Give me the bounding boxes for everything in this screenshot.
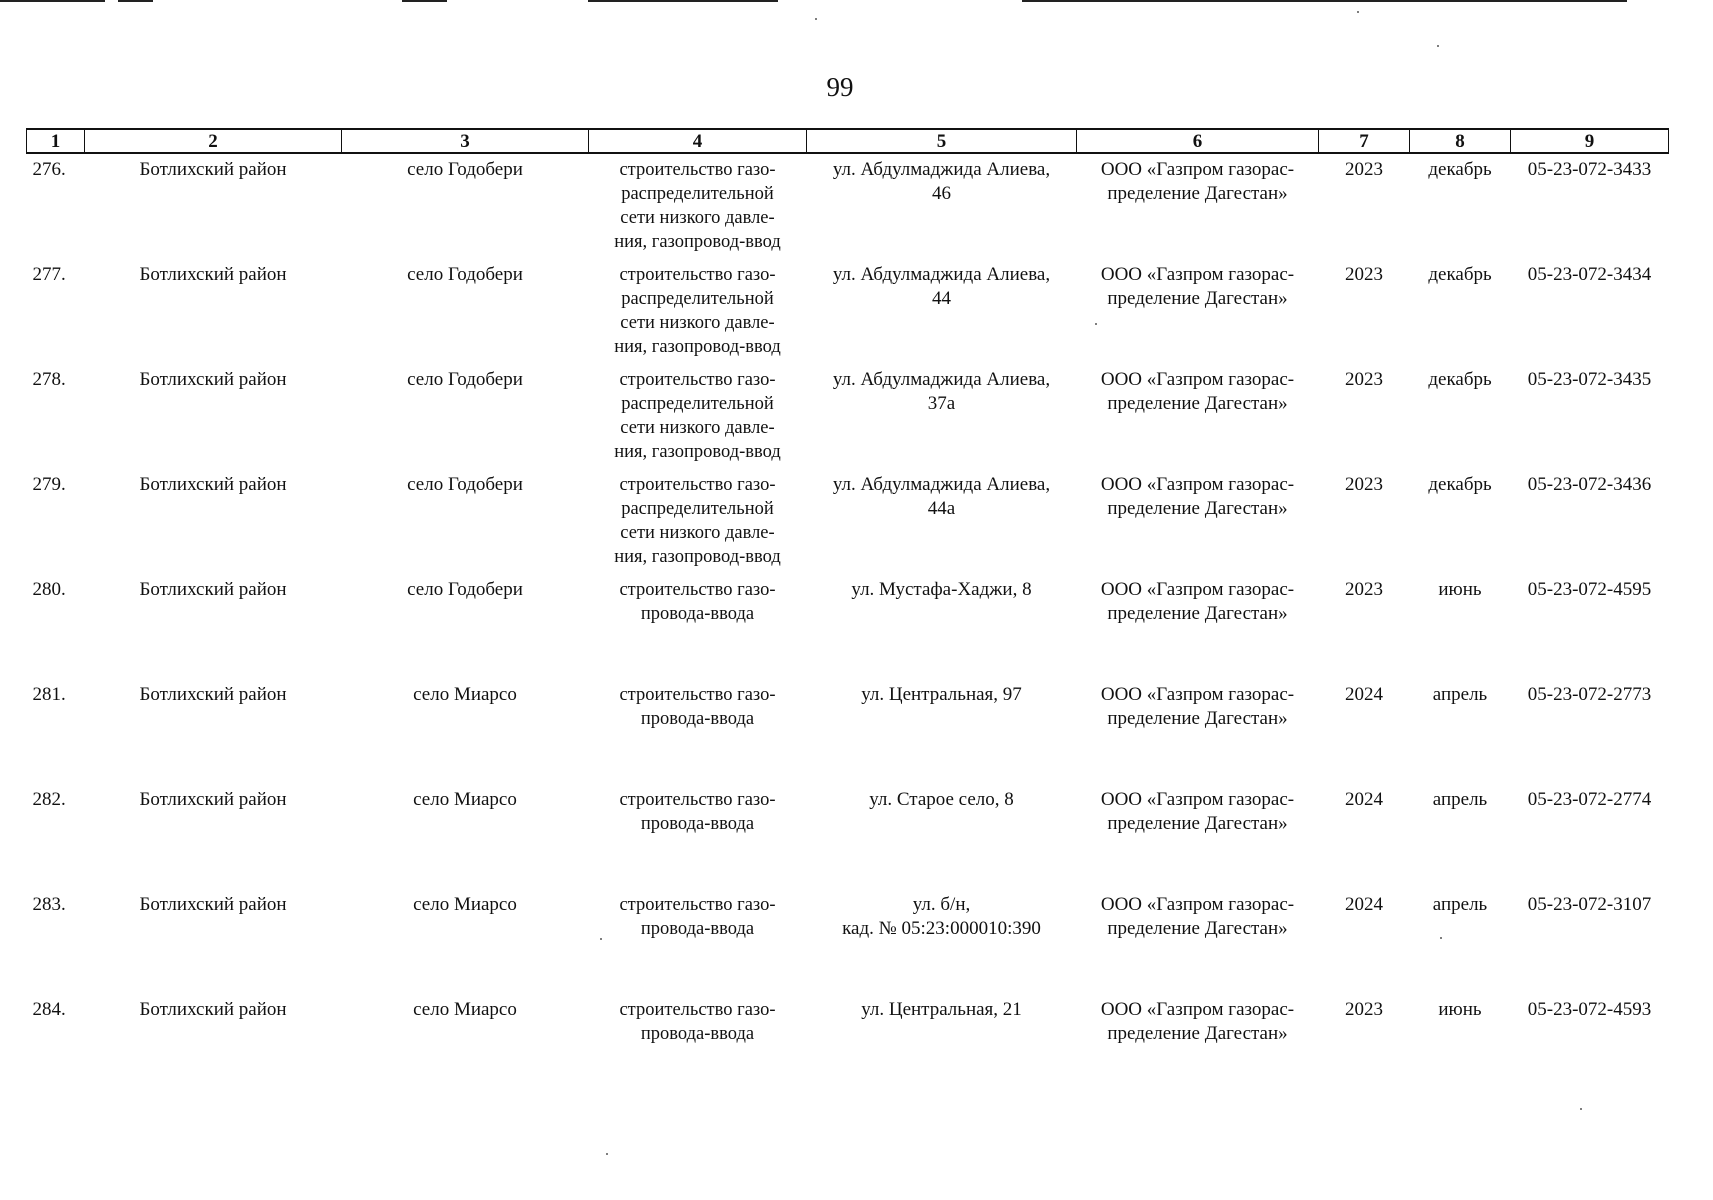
address-cell (807, 679, 1077, 784)
table-row (27, 889, 1669, 994)
code-cell: 05-23-072-3434 (1527, 264, 1652, 285)
organization-cell-line: ООО «Газпром газорас- (1100, 684, 1295, 705)
row-number: 279. (32, 474, 66, 495)
organization-cell-line: пределение Дагестан» (1107, 288, 1288, 309)
column-header: 2 (85, 129, 342, 153)
organization-cell (1077, 994, 1319, 1099)
address-cell (807, 994, 1077, 1099)
work-type-cell-line: провода-ввода (640, 919, 755, 939)
work-type-cell-line: сети низкого давле- (620, 418, 775, 438)
work-type-cell (589, 574, 807, 679)
year-cell: 2023 (1345, 579, 1383, 600)
column-header: 8 (1410, 129, 1511, 153)
address-cell-line: ул. Абдулмаджида Алиева, (832, 474, 1051, 495)
table-row (27, 784, 1669, 889)
scan-speck (606, 1153, 608, 1155)
work-type-cell-line: строительство газо- (619, 265, 776, 285)
table-row (27, 679, 1669, 784)
organization-cell (1077, 889, 1319, 994)
work-type-cell-line: строительство газо- (619, 370, 776, 390)
year-cell: 2023 (1345, 999, 1383, 1020)
row-number: 280. (32, 579, 66, 600)
settlement-cell: село Миарсо (413, 894, 517, 915)
code-cell: 05-23-072-3433 (1527, 159, 1652, 180)
organization-cell (1077, 574, 1319, 679)
objects-table (26, 128, 1669, 1099)
organization-cell (1077, 364, 1319, 469)
organization-cell (1077, 259, 1319, 364)
work-type-cell (589, 469, 807, 574)
address-cell-line: ул. Абдулмаджида Алиева, (832, 264, 1051, 285)
organization-cell (1077, 679, 1319, 784)
table-row (27, 574, 1669, 679)
organization-cell-line: ООО «Газпром газорас- (1100, 264, 1295, 285)
address-cell-line: кад. № 05:23:000010:390 (842, 918, 1041, 939)
address-cell (807, 784, 1077, 889)
scan-edge-line (402, 0, 447, 2)
work-type-cell-line: строительство газо- (619, 580, 776, 600)
work-type-cell-line: ния, газопровод-ввод (614, 547, 781, 567)
address-cell-line: 44а (927, 498, 956, 519)
work-type-cell (589, 889, 807, 994)
work-type-cell (589, 153, 807, 259)
address-cell (807, 259, 1077, 364)
work-type-cell-line: строительство газо- (619, 685, 776, 705)
address-cell-line: ул. Центральная, 21 (861, 999, 1022, 1020)
scan-speck (1437, 45, 1439, 47)
column-header: 3 (342, 129, 589, 153)
work-type-cell-line: сети низкого давле- (620, 523, 775, 543)
work-type-cell-line: ния, газопровод-ввод (614, 337, 781, 357)
district-cell: Ботлихский район (139, 474, 287, 495)
column-header: 4 (589, 129, 807, 153)
address-cell-line: ул. Абдулмаджида Алиева, (832, 159, 1051, 180)
code-cell: 05-23-072-2774 (1527, 789, 1652, 810)
address-cell-line: 44 (932, 288, 951, 309)
address-cell-line: ул. Мустафа-Хаджи, 8 (851, 579, 1032, 600)
scan-speck (1357, 11, 1359, 13)
organization-cell-line: ООО «Газпром газорас- (1100, 894, 1295, 915)
organization-cell-line: ООО «Газпром газорас- (1100, 474, 1295, 495)
page-number: 99 (826, 72, 854, 102)
district-cell: Ботлихский район (139, 579, 287, 600)
address-cell (807, 889, 1077, 994)
year-cell: 2024 (1345, 789, 1383, 810)
district-cell: Ботлихский район (139, 264, 287, 285)
address-cell-line: ул. б/н, (912, 894, 971, 915)
work-type-cell-line: сети низкого давле- (620, 313, 775, 333)
year-cell: 2023 (1345, 264, 1383, 285)
organization-cell-line: пределение Дагестан» (1107, 498, 1288, 519)
work-type-cell-line: строительство газо- (619, 475, 776, 495)
work-type-cell-line: провода-ввода (640, 1024, 755, 1044)
address-cell (807, 153, 1077, 259)
organization-cell-line: ООО «Газпром газорас- (1100, 159, 1295, 180)
table-row (27, 259, 1669, 364)
month-cell: апрель (1432, 894, 1488, 915)
organization-cell-line: пределение Дагестан» (1107, 1023, 1288, 1044)
work-type-cell-line: строительство газо- (619, 1000, 776, 1020)
scan-edge-line (118, 0, 153, 2)
row-number: 282. (32, 789, 66, 810)
work-type-cell-line: строительство газо- (619, 895, 776, 915)
work-type-cell-line: ния, газопровод-ввод (614, 442, 781, 462)
code-cell: 05-23-072-4593 (1527, 999, 1652, 1020)
month-cell: декабрь (1428, 369, 1492, 390)
settlement-cell: село Миарсо (413, 999, 517, 1020)
settlement-cell: село Годобери (407, 159, 523, 180)
table-row (27, 153, 1669, 259)
work-type-cell-line: распределительной (621, 289, 774, 309)
address-cell-line: ул. Центральная, 97 (861, 684, 1022, 705)
scan-edge-line (1022, 0, 1627, 2)
organization-cell-line: пределение Дагестан» (1107, 183, 1288, 204)
work-type-cell-line: провода-ввода (640, 709, 755, 729)
organization-cell-line: ООО «Газпром газорас- (1100, 999, 1295, 1020)
district-cell: Ботлихский район (139, 684, 287, 705)
month-cell: июнь (1438, 579, 1482, 600)
address-cell-line: ул. Старое село, 8 (869, 789, 1014, 810)
organization-cell-line: пределение Дагестан» (1107, 603, 1288, 624)
settlement-cell: село Годобери (407, 264, 523, 285)
work-type-cell (589, 994, 807, 1099)
work-type-cell-line: распределительной (621, 499, 774, 519)
settlement-cell: село Годобери (407, 579, 523, 600)
column-header: 9 (1511, 129, 1669, 153)
work-type-cell (589, 259, 807, 364)
district-cell: Ботлихский район (139, 894, 287, 915)
code-cell: 05-23-072-3107 (1527, 894, 1652, 915)
district-cell: Ботлихский район (139, 159, 287, 180)
organization-cell-line: ООО «Газпром газорас- (1100, 369, 1295, 390)
district-cell: Ботлихский район (139, 369, 287, 390)
row-number: 281. (32, 684, 66, 705)
settlement-cell: село Миарсо (413, 684, 517, 705)
column-header: 1 (27, 129, 85, 153)
scan-speck (815, 18, 817, 20)
code-cell: 05-23-072-2773 (1527, 684, 1652, 705)
settlement-cell: село Годобери (407, 369, 523, 390)
month-cell: декабрь (1428, 474, 1492, 495)
organization-cell (1077, 784, 1319, 889)
work-type-cell-line: строительство газо- (619, 790, 776, 810)
header-row (27, 129, 1669, 153)
row-number: 277. (32, 264, 66, 285)
table-row (27, 994, 1669, 1099)
work-type-cell-line: строительство газо- (619, 160, 776, 180)
work-type-cell-line: провода-ввода (640, 604, 755, 624)
year-cell: 2023 (1345, 369, 1383, 390)
work-type-cell (589, 364, 807, 469)
month-cell: декабрь (1428, 264, 1492, 285)
organization-cell (1077, 469, 1319, 574)
organization-cell-line: ООО «Газпром газорас- (1100, 579, 1295, 600)
settlement-cell: село Годобери (407, 474, 523, 495)
table-body (27, 153, 1669, 1099)
district-cell: Ботлихский район (139, 789, 287, 810)
address-cell (807, 469, 1077, 574)
year-cell: 2024 (1345, 894, 1383, 915)
scan-speck (1580, 1108, 1582, 1110)
district-cell: Ботлихский район (139, 999, 287, 1020)
code-cell: 05-23-072-3435 (1527, 369, 1652, 390)
table-row (27, 469, 1669, 574)
organization-cell-line: ООО «Газпром газорас- (1100, 789, 1295, 810)
address-cell-line: 37а (927, 393, 956, 414)
table-row (27, 364, 1669, 469)
work-type-cell-line: распределительной (621, 394, 774, 414)
organization-cell-line: пределение Дагестан» (1107, 813, 1288, 834)
column-header: 7 (1319, 129, 1410, 153)
organization-cell-line: пределение Дагестан» (1107, 918, 1288, 939)
year-cell: 2023 (1345, 159, 1383, 180)
code-cell: 05-23-072-4595 (1527, 579, 1652, 600)
scan-edge-line (588, 0, 778, 2)
work-type-cell-line: провода-ввода (640, 814, 755, 834)
organization-cell-line: пределение Дагестан» (1107, 393, 1288, 414)
organization-cell (1077, 153, 1319, 259)
scan-edge-line (0, 0, 105, 2)
row-number: 283. (32, 894, 66, 915)
organization-cell-line: пределение Дагестан» (1107, 708, 1288, 729)
row-number: 276. (32, 159, 66, 180)
month-cell: апрель (1432, 789, 1488, 810)
year-cell: 2023 (1345, 474, 1383, 495)
settlement-cell: село Миарсо (413, 789, 517, 810)
address-cell (807, 364, 1077, 469)
column-header: 6 (1077, 129, 1319, 153)
row-number: 284. (32, 999, 66, 1020)
code-cell: 05-23-072-3436 (1527, 474, 1652, 495)
work-type-cell-line: сети низкого давле- (620, 208, 775, 228)
month-cell: декабрь (1428, 159, 1492, 180)
year-cell: 2024 (1345, 684, 1383, 705)
address-cell-line: ул. Абдулмаджида Алиева, (832, 369, 1051, 390)
work-type-cell-line: распределительной (621, 184, 774, 204)
month-cell: июнь (1438, 999, 1482, 1020)
work-type-cell (589, 784, 807, 889)
address-cell-line: 46 (932, 183, 951, 204)
work-type-cell (589, 679, 807, 784)
row-number: 278. (32, 369, 66, 390)
address-cell (807, 574, 1077, 679)
month-cell: апрель (1432, 684, 1488, 705)
work-type-cell-line: ния, газопровод-ввод (614, 232, 781, 252)
column-header: 5 (807, 129, 1077, 153)
